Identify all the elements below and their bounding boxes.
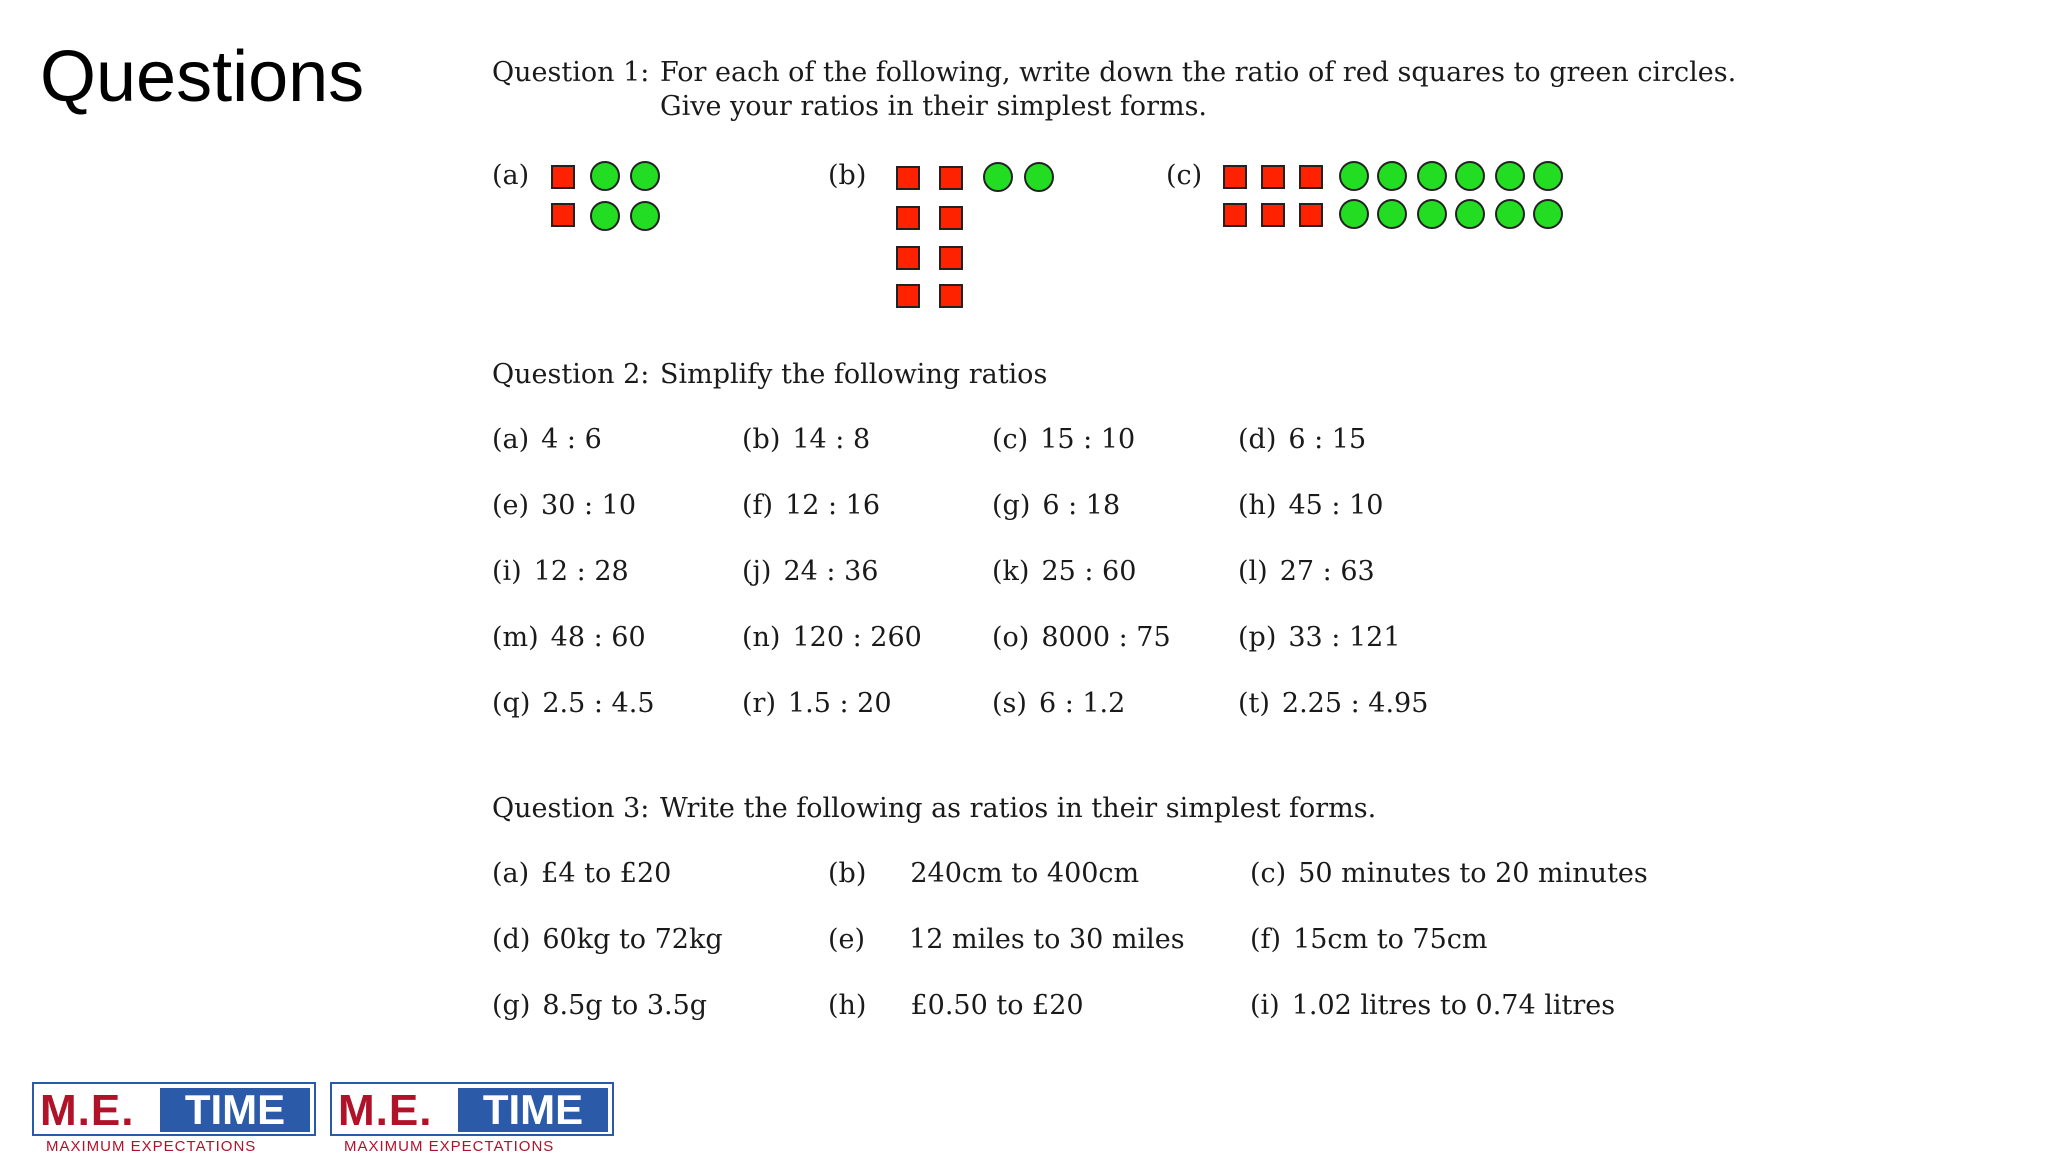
green-circle — [1417, 161, 1447, 191]
q2-item-label: (o) — [992, 622, 1030, 653]
q2-item-value: 8000 : 75 — [1041, 622, 1171, 653]
q3-item-label: (g) — [492, 990, 531, 1021]
q2-item-label: (s) — [992, 688, 1027, 719]
q3-item-value: 1.02 litres to 0.74 litres — [1291, 990, 1616, 1021]
green-circle — [1455, 199, 1485, 229]
q2-item-value: 6 : 18 — [1042, 490, 1121, 521]
green-circle — [1339, 199, 1369, 229]
red-square — [939, 206, 963, 230]
page-title: Questions — [40, 37, 365, 117]
question-3-label: Question 3: — [492, 793, 650, 824]
red-square — [1261, 165, 1285, 189]
green-circle — [1339, 161, 1369, 191]
red-square — [896, 284, 920, 308]
red-square — [939, 246, 963, 270]
green-circle — [1495, 161, 1525, 191]
q2-item-value: 45 : 10 — [1288, 490, 1384, 521]
q3-item-value: 15cm to 75cm — [1293, 924, 1488, 955]
q2-item-value: 12 : 28 — [533, 556, 629, 587]
green-circle — [590, 201, 620, 231]
q3-item-label: (f) — [1250, 924, 1282, 955]
q2-item-value: 48 : 60 — [550, 622, 646, 653]
q3-item-label: (a) — [492, 858, 530, 889]
red-square — [896, 166, 920, 190]
question-2-label: Question 2: — [492, 359, 650, 390]
q3-item-label: (b) — [828, 858, 867, 889]
q3-item-label: (h) — [828, 990, 867, 1021]
logo-tagline: MAXIMUM EXPECTATIONS — [46, 1138, 257, 1155]
q3-item-value: £0.50 to £20 — [910, 990, 1084, 1021]
q2-item-label: (t) — [1238, 688, 1270, 719]
q2-item-label: (k) — [992, 556, 1030, 587]
q2-item-value: 14 : 8 — [792, 424, 871, 455]
q2-item — [992, 688, 1125, 719]
q2-item-value: 6 : 15 — [1288, 424, 1367, 455]
q2-item-value: 2.25 : 4.95 — [1281, 688, 1429, 719]
red-square — [551, 165, 575, 189]
q2-item-label: (g) — [992, 490, 1031, 521]
me-time-logo — [32, 1082, 316, 1156]
q2-item-value: 12 : 16 — [785, 490, 881, 521]
q2-item — [492, 424, 602, 455]
q2-item-label: (m) — [492, 622, 539, 653]
q2-item — [742, 424, 870, 455]
green-circle — [1533, 199, 1563, 229]
q1-part-a-label: (a) — [492, 160, 530, 191]
q2-item — [1238, 688, 1428, 719]
logo-time-text: TIME — [160, 1088, 310, 1132]
question-2-header — [492, 358, 1692, 394]
q2-item-label: (h) — [1238, 490, 1277, 521]
red-square — [896, 246, 920, 270]
q2-item — [492, 622, 646, 653]
green-circle — [1417, 199, 1447, 229]
green-circle — [1377, 199, 1407, 229]
q3-item-value: 8.5g to 3.5g — [542, 990, 708, 1021]
q3-item-value: 60kg to 72kg — [542, 924, 723, 955]
q2-item-label: (q) — [492, 688, 531, 719]
q2-item-label: (b) — [742, 424, 781, 455]
green-circle — [630, 161, 660, 191]
q2-item-value: 4 : 6 — [541, 424, 602, 455]
red-square — [1261, 203, 1285, 227]
q3-item — [828, 990, 1084, 1021]
green-circle — [1455, 161, 1485, 191]
q3-item — [1250, 924, 1488, 955]
q2-item-value: 24 : 36 — [783, 556, 879, 587]
q3-item-value: £4 to £20 — [541, 858, 672, 889]
q2-item-label: (n) — [742, 622, 781, 653]
q2-item — [492, 556, 629, 587]
q2-item-value: 2.5 : 4.5 — [542, 688, 655, 719]
q2-item — [1238, 622, 1401, 653]
question-2-text: Simplify the following ratios — [660, 359, 1048, 390]
q3-item-label: (e) — [828, 924, 866, 955]
q2-item — [492, 490, 636, 521]
q3-item-value: 50 minutes to 20 minutes — [1298, 858, 1648, 889]
q3-item-label: (d) — [492, 924, 531, 955]
question-1-line-1: For each of the following, write down the ratio of red squares to green circles. — [660, 57, 1737, 88]
green-circle — [630, 201, 660, 231]
q3-item — [828, 858, 1139, 889]
question-1-line-2: Give your ratios in their simplest forms. — [660, 91, 1208, 122]
q2-item-value: 25 : 60 — [1041, 556, 1137, 587]
q2-item-label: (l) — [1238, 556, 1268, 587]
logo-tagline: MAXIMUM EXPECTATIONS — [344, 1138, 555, 1155]
q2-item-label: (c) — [992, 424, 1029, 455]
q2-item — [492, 688, 655, 719]
q3-item — [828, 924, 1185, 955]
q3-item — [1250, 990, 1615, 1021]
q1-part-c-label: (c) — [1166, 160, 1203, 191]
q2-item-value: 120 : 260 — [792, 622, 922, 653]
logo-me-text: M.E. — [40, 1086, 135, 1135]
red-square — [1299, 203, 1323, 227]
q3-item — [1250, 858, 1648, 889]
q2-item — [1238, 490, 1383, 521]
question-3-text: Write the following as ratios in their simplest forms. — [660, 793, 1377, 824]
question-3-header — [492, 792, 1692, 828]
q2-item — [992, 490, 1120, 521]
green-circle — [1495, 199, 1525, 229]
q2-item-label: (p) — [1238, 622, 1277, 653]
q3-item — [492, 858, 671, 889]
q3-item — [492, 990, 707, 1021]
red-square — [939, 284, 963, 308]
q2-item — [1238, 424, 1366, 455]
q3-item-value: 12 miles to 30 miles — [909, 924, 1185, 955]
logo-time-text: TIME — [458, 1088, 608, 1132]
q2-item — [1238, 556, 1375, 587]
q2-item — [742, 622, 922, 653]
q3-item — [492, 924, 723, 955]
red-square — [939, 166, 963, 190]
red-square — [1223, 165, 1247, 189]
q2-item — [992, 424, 1135, 455]
green-circle — [983, 162, 1013, 192]
q2-item-value: 15 : 10 — [1040, 424, 1136, 455]
logo-me-text: M.E. — [338, 1086, 433, 1135]
q3-item-value: 240cm to 400cm — [910, 858, 1140, 889]
q2-item-value: 1.5 : 20 — [787, 688, 892, 719]
q1-part-b-label: (b) — [828, 160, 867, 191]
q2-item — [742, 688, 892, 719]
red-square — [1299, 165, 1323, 189]
question-1-label: Question 1: — [492, 57, 650, 88]
q3-item-label: (i) — [1250, 990, 1280, 1021]
green-circle — [590, 161, 620, 191]
q2-item-label: (e) — [492, 490, 530, 521]
q2-item — [742, 556, 878, 587]
q2-item-label: (r) — [742, 688, 776, 719]
q3-item-label: (c) — [1250, 858, 1287, 889]
q2-item-label: (d) — [1238, 424, 1277, 455]
red-square — [1223, 203, 1247, 227]
green-circle — [1533, 161, 1563, 191]
red-square — [551, 203, 575, 227]
question-1-header — [492, 56, 1737, 126]
q2-item — [992, 622, 1171, 653]
logo-frame — [330, 1082, 614, 1136]
q2-item — [742, 490, 880, 521]
q2-item-label: (f) — [742, 490, 774, 521]
q2-item-value: 33 : 121 — [1288, 622, 1401, 653]
logo-frame — [32, 1082, 316, 1136]
red-square — [896, 206, 920, 230]
q2-item-value: 6 : 1.2 — [1038, 688, 1126, 719]
green-circle — [1024, 162, 1054, 192]
green-circle — [1377, 161, 1407, 191]
q2-item-label: (i) — [492, 556, 522, 587]
q2-item-label: (j) — [742, 556, 772, 587]
me-time-logo — [330, 1082, 614, 1156]
q2-item-label: (a) — [492, 424, 530, 455]
q2-item-value: 27 : 63 — [1279, 556, 1375, 587]
q2-item — [992, 556, 1136, 587]
q2-item-value: 30 : 10 — [541, 490, 637, 521]
